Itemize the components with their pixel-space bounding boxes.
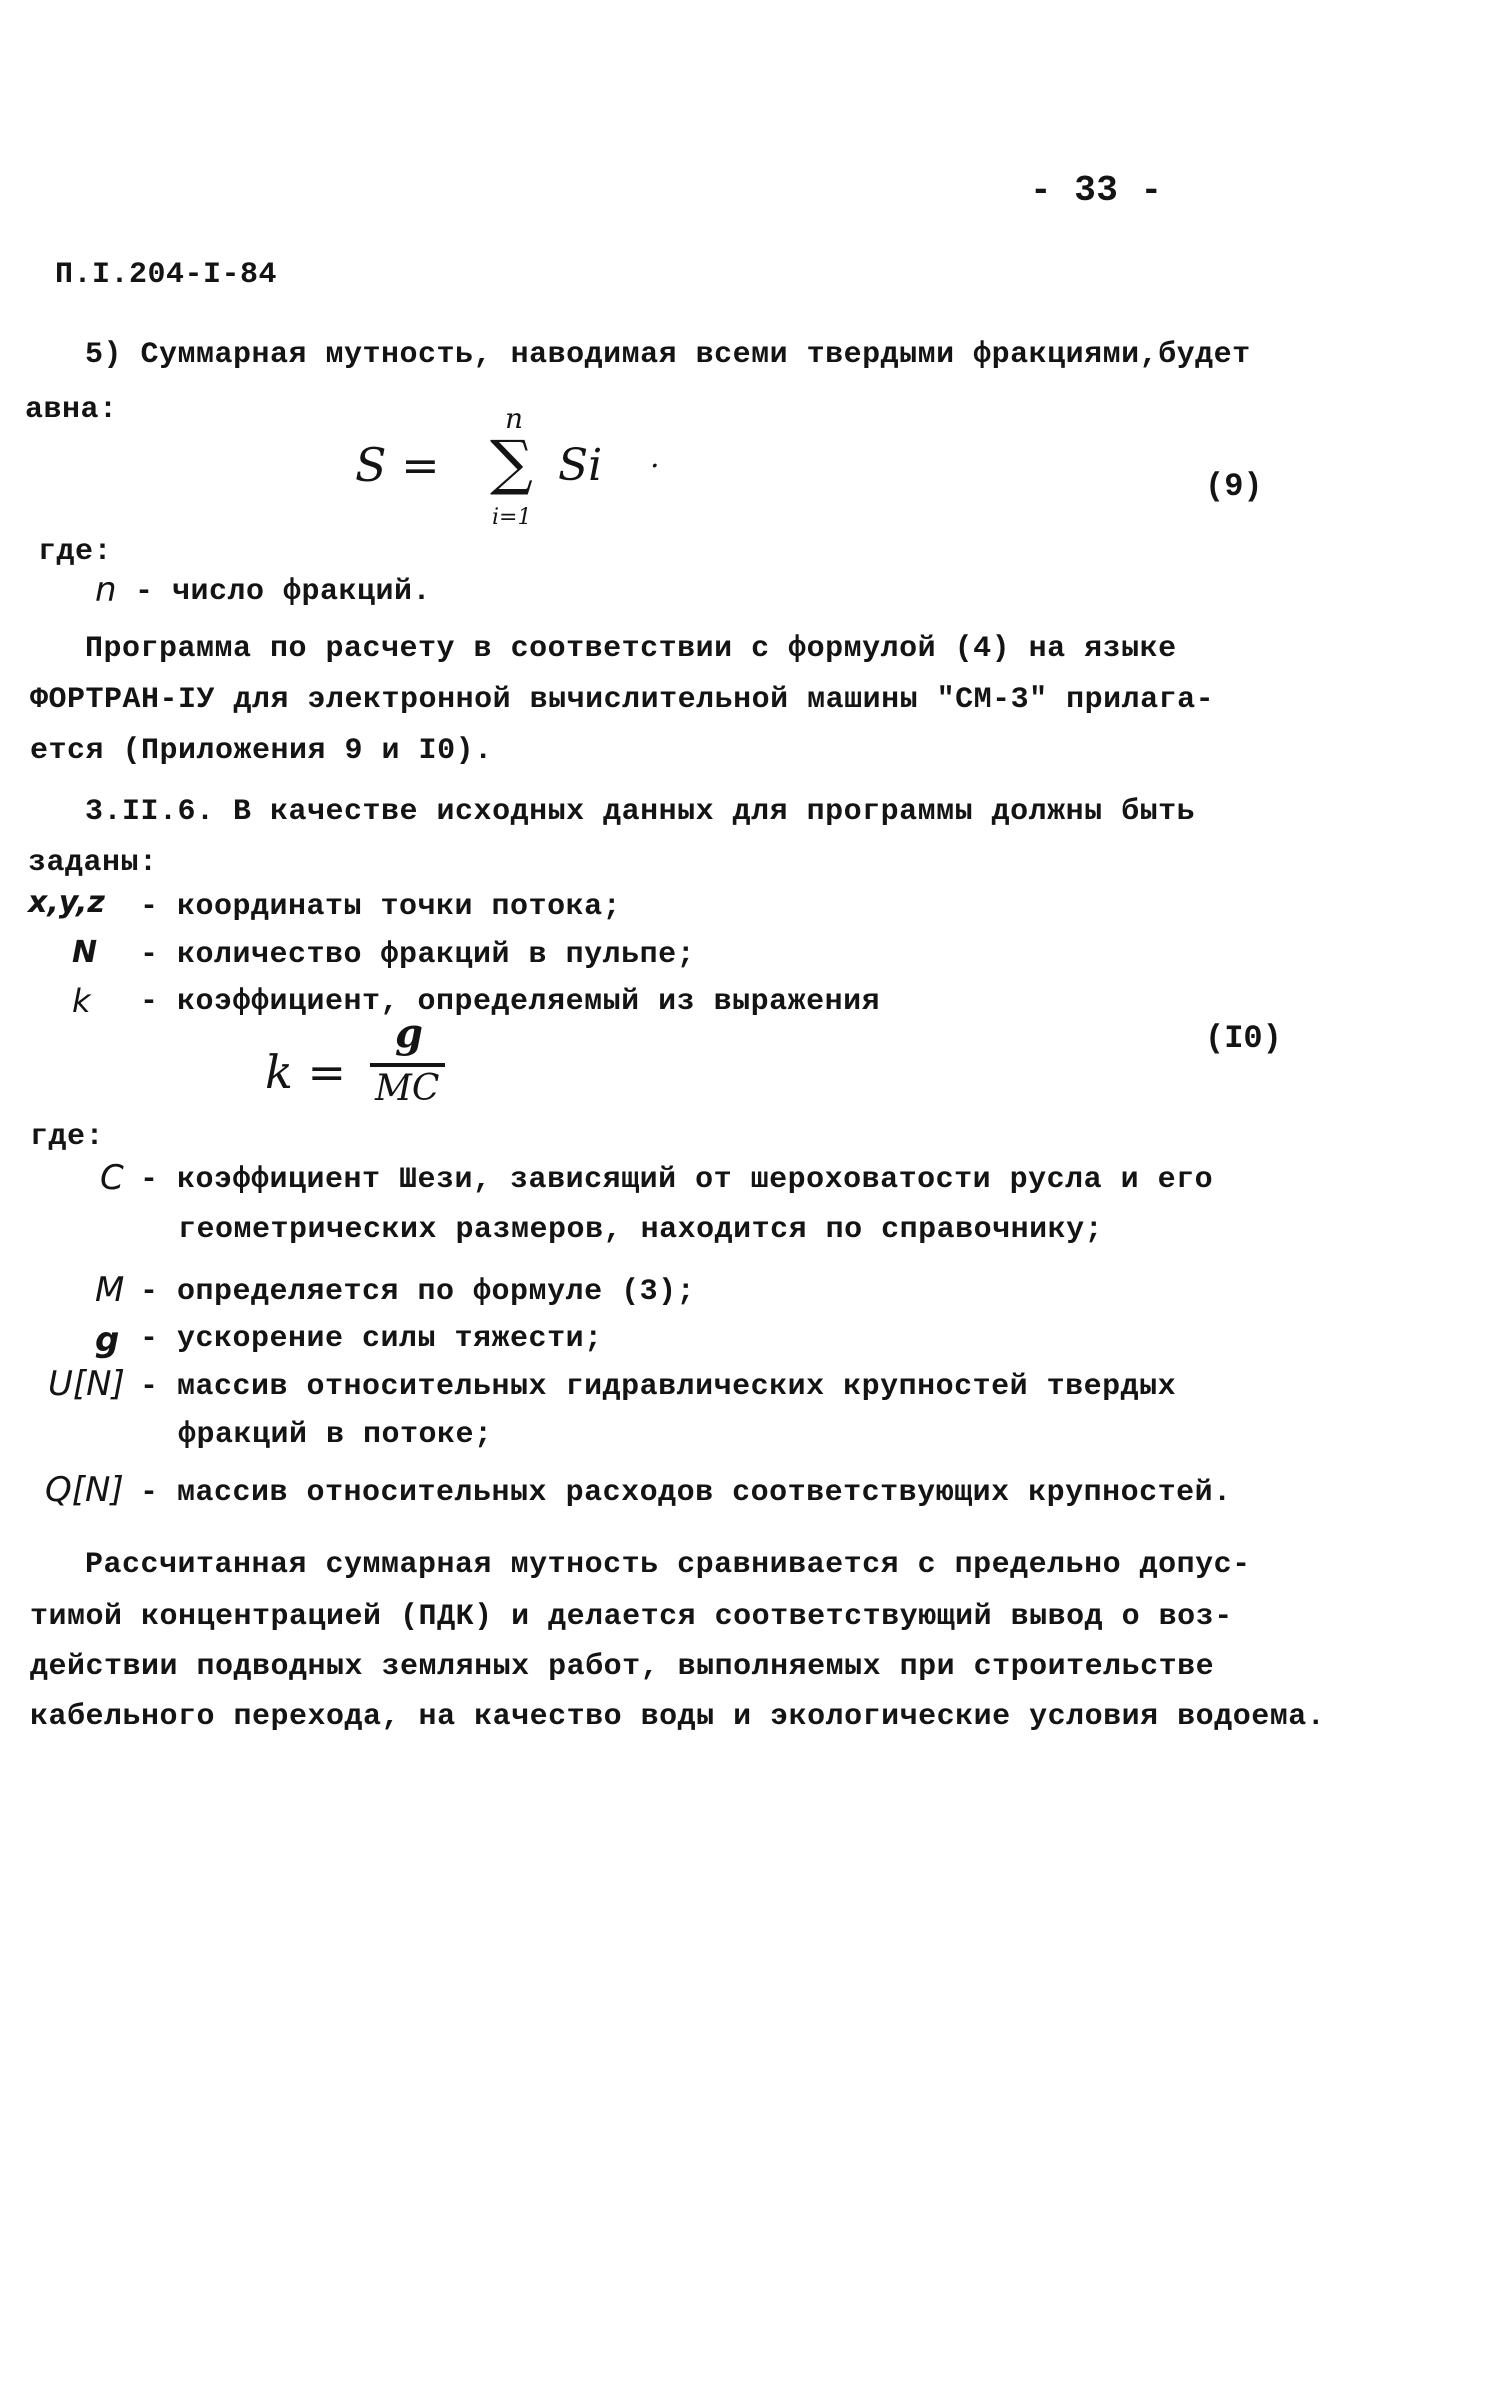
def-g-line1: - ускорение силы тяжести; [140, 1322, 603, 1356]
def-q-line1: - массив относительных расходов соответствующих крупностей. [140, 1476, 1232, 1510]
def-u-line1: - массив относительных гидравлических крупностей твердых [140, 1370, 1177, 1404]
where-label-2: где: [30, 1120, 105, 1154]
input-text-n: - количество фракций в пульпе; [140, 938, 696, 972]
where-label-1: где: [38, 535, 113, 569]
formula10-denominator: MC [375, 1068, 440, 1109]
para1-line1: 5) Суммарная мутность, наводимая всеми твердыми фракциями,будет [85, 338, 1251, 372]
formula10-lhs: k = [265, 1045, 347, 1099]
def-symbol-q: Q[N] [45, 1470, 124, 1510]
document-code: П.І.204-І-84 [55, 258, 278, 292]
para4-line2: тимой концентрацией (ПДК) и делается соответствующий вывод о воз- [30, 1600, 1233, 1634]
page-number: - 33 - [1030, 170, 1163, 211]
def-c-line1: - коэффициент Шези, зависящий от шероховатости русла и его [140, 1163, 1214, 1197]
para2-line1: Программа по расчету в соответствии с формулой (4) на языке [85, 632, 1177, 666]
para3-line2: заданы: [28, 846, 158, 880]
fraction-bar [370, 1063, 445, 1067]
para3-line1: 3.ІІ.6. В качестве исходных данных для программы должны быть [85, 795, 1196, 829]
input-symbol-xyz: x,y,z [28, 885, 105, 920]
para4-line3: действии подводных земляных работ, выполняемых при строительстве [30, 1650, 1215, 1684]
input-symbol-k: k [72, 982, 91, 1020]
formula9-sum-bottom: i=1 [492, 505, 532, 530]
para2-line2: ФОРТРАН-ІУ для электронной вычислительной машины "СМ-3" прилага- [30, 683, 1215, 717]
para4-line1: Рассчитанная суммарная мутность сравнивается с предельно допус- [85, 1548, 1251, 1582]
where1-text: - число фракций. [135, 575, 432, 609]
formula9-sum-top: n [505, 402, 524, 435]
para2-line3: ется (Приложения 9 и І0). [30, 734, 493, 768]
def-symbol-c: C [100, 1158, 124, 1198]
def-symbol-g: g [95, 1320, 120, 1360]
para4-line4: кабельного перехода, на качество воды и экологические условия водоема. [30, 1700, 1326, 1734]
def-u-line2: фракций в потоке; [178, 1418, 493, 1452]
input-text-k: - коэффициент, определяемый из выражения [140, 985, 881, 1019]
formula9-number: (9) [1205, 468, 1263, 505]
input-text-xyz: - координаты точки потока; [140, 890, 622, 924]
para1-line2: авна: [25, 393, 118, 427]
sigma-symbol: ∑ [490, 428, 533, 498]
def-symbol-m: M [95, 1270, 125, 1310]
formula9-lhs: S = [355, 438, 440, 492]
formula10-numerator: g [395, 1010, 423, 1057]
def-symbol-u: U[N] [48, 1364, 125, 1404]
where1-symbol: n [95, 570, 117, 610]
def-c-line2: геометрических размеров, находится по справочнику; [178, 1213, 1104, 1247]
formula10-number: (І0) [1205, 1020, 1282, 1057]
input-symbol-n: N [72, 935, 98, 970]
def-m-line1: - определяется по формуле (3); [140, 1275, 696, 1309]
formula9-tail: . [650, 440, 660, 475]
formula9-term: Si [558, 440, 603, 491]
